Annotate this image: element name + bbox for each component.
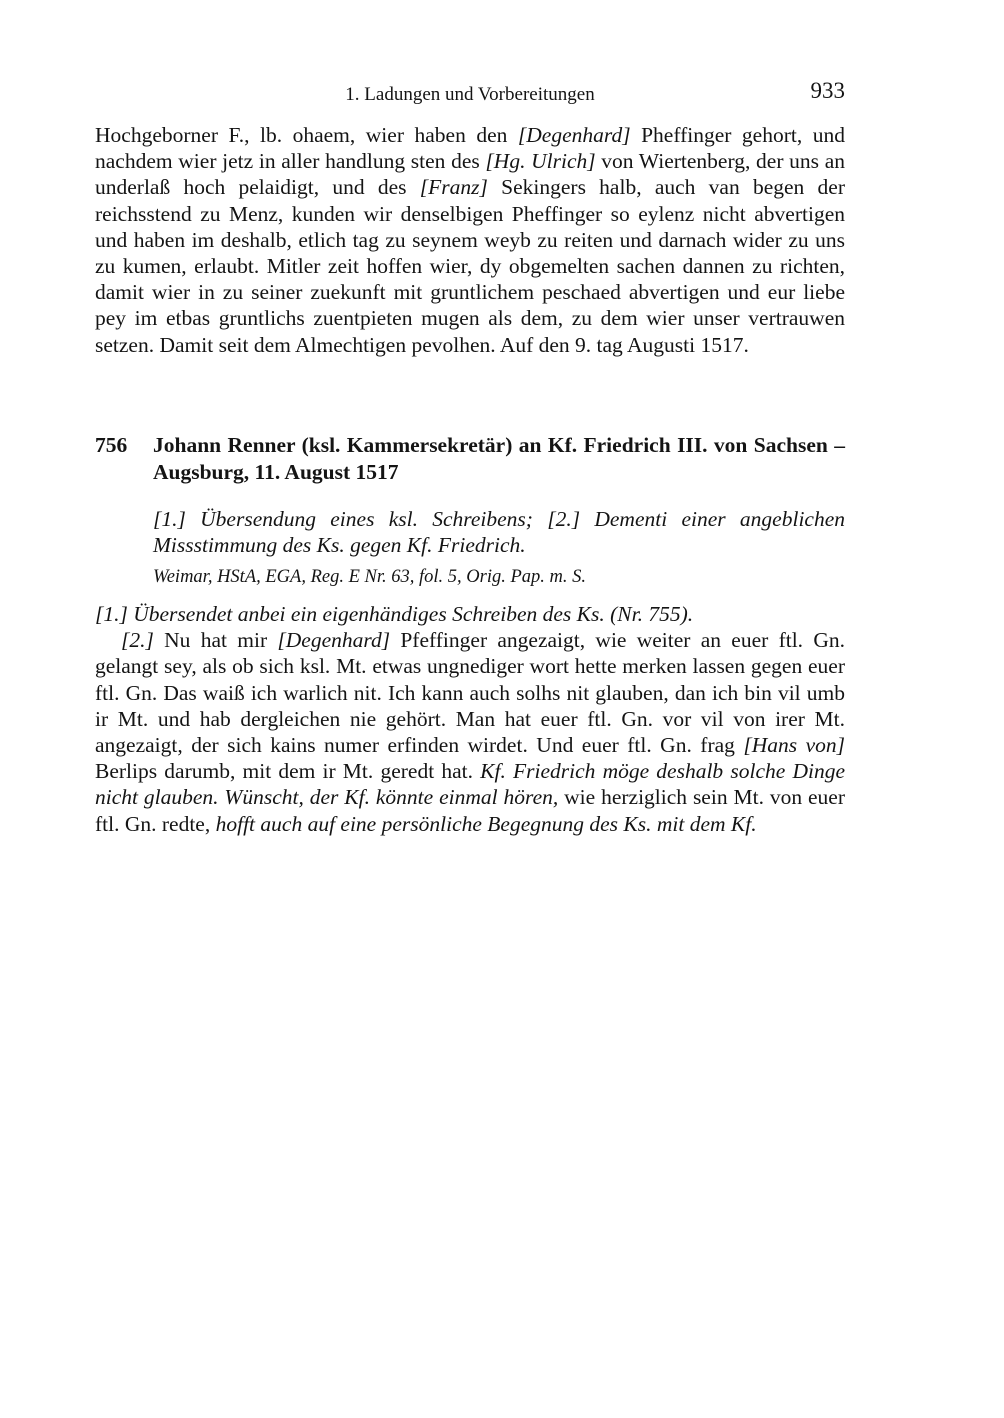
paragraph-marker: [2.] [121,628,154,653]
editorial-summary: Kf. Friedrich möge deshalb solche Dinge nicht glauben. Wünscht, der Kf. könnte einmal hören, [95,759,845,810]
document-number: 756 [95,433,128,457]
body-paragraph-2 [95,627,845,837]
running-header [95,78,845,108]
document-heading [95,432,845,486]
previous-letter-paragraph [95,122,845,358]
editorial-insertion: [Hg. Ulrich] [485,149,596,174]
text-run: Pheffinger gehort, und nachdem wier jetz in aller handlung sten des [95,123,845,174]
text-run: von Wiertenberg, der uns an underlaß hoch pelaidigt, und des [95,149,845,200]
document-title: Johann Renner (ksl. Kammersekretär) an Kf. Friedrich III. von Sachsen – Augsburg, 11. August 1517 [153,433,845,484]
text-run: Pfeffinger angezaigt, wie weiter an euer ftl. Gn. gelangt sey, als ob sich ksl. Mt. etwas ungnediger wort hette merken lassen gegen euer ftl. Gn. Das waiß ich warlich nit. Ich kann auch solhs nit glauben, dan ich bin vil umb ir Mt. und hab dergleichen nie gehört. Man hat euer ftl. Gn. vor vil von irer Mt. angezaigt, der sich kains numer erfinden wirdet. Und euer ftl. Gn. frag [95,628,845,758]
running-title: 1. Ladungen und Vorbereitungen [345,84,595,105]
text-run: Nu hat mir [153,628,278,653]
regest-summary: [1.] Übersendung eines ksl. Schreibens; [2.] Dementi einer angeblichen Missstimmung des Ks. gegen Kf. Friedrich. [153,507,845,558]
editorial-summary: hofft auch auf eine persönliche Begegnung des Ks. mit dem Kf. [215,811,757,836]
editorial-insertion: [Degenhard] [517,123,631,147]
page-number: 933 [810,78,845,103]
editorial-insertion: [Franz] [419,175,488,200]
text-run: Sekingers halb, auch van begen der reichsstend zu Menz, kunden wir denselbigen Pheffinger so eylenz nicht abvertigen und haben im deshalb, etlich tag zu seynem weyb zu reiten und darnach wider zu uns zu kumen, erlaubt. Mitler zeit hoffen wier, dy obgemelten sachen dannen zu richten, damit wier in zu seiner zuekunft mit gruntlichem peschaed abvertigen und eur liebe pey im etbas gruntlichs zuentpieten mugen als dem, zu dem wier unser vertrauwen setzen. Damit seit dem Almechtigen pevolhen. Auf den 9. tag Augusti 1517. [95,175,845,357]
body-paragraph-1: [1.] Übersendet anbei ein eigenhändiges Schreiben des Ks. (Nr. 755). [95,602,694,626]
text-run: wie herziglich sein Mt. von euer ftl. Gn. redte, [95,785,845,836]
editorial-insertion: [Degenhard] [277,628,391,653]
previous-letter-text [95,122,845,358]
editorial-insertion: [Hans von] [743,733,845,758]
text-run: Berlips darumb, mit dem ir Mt. geredt hat. [95,759,481,784]
document-body [95,601,845,837]
archival-source: Weimar, HStA, EGA, Reg. E Nr. 63, fol. 5, Orig. Pap. m. S. [153,567,587,587]
text-run: Hochgeborner F., lb. ohaem, wier haben den [95,123,518,147]
